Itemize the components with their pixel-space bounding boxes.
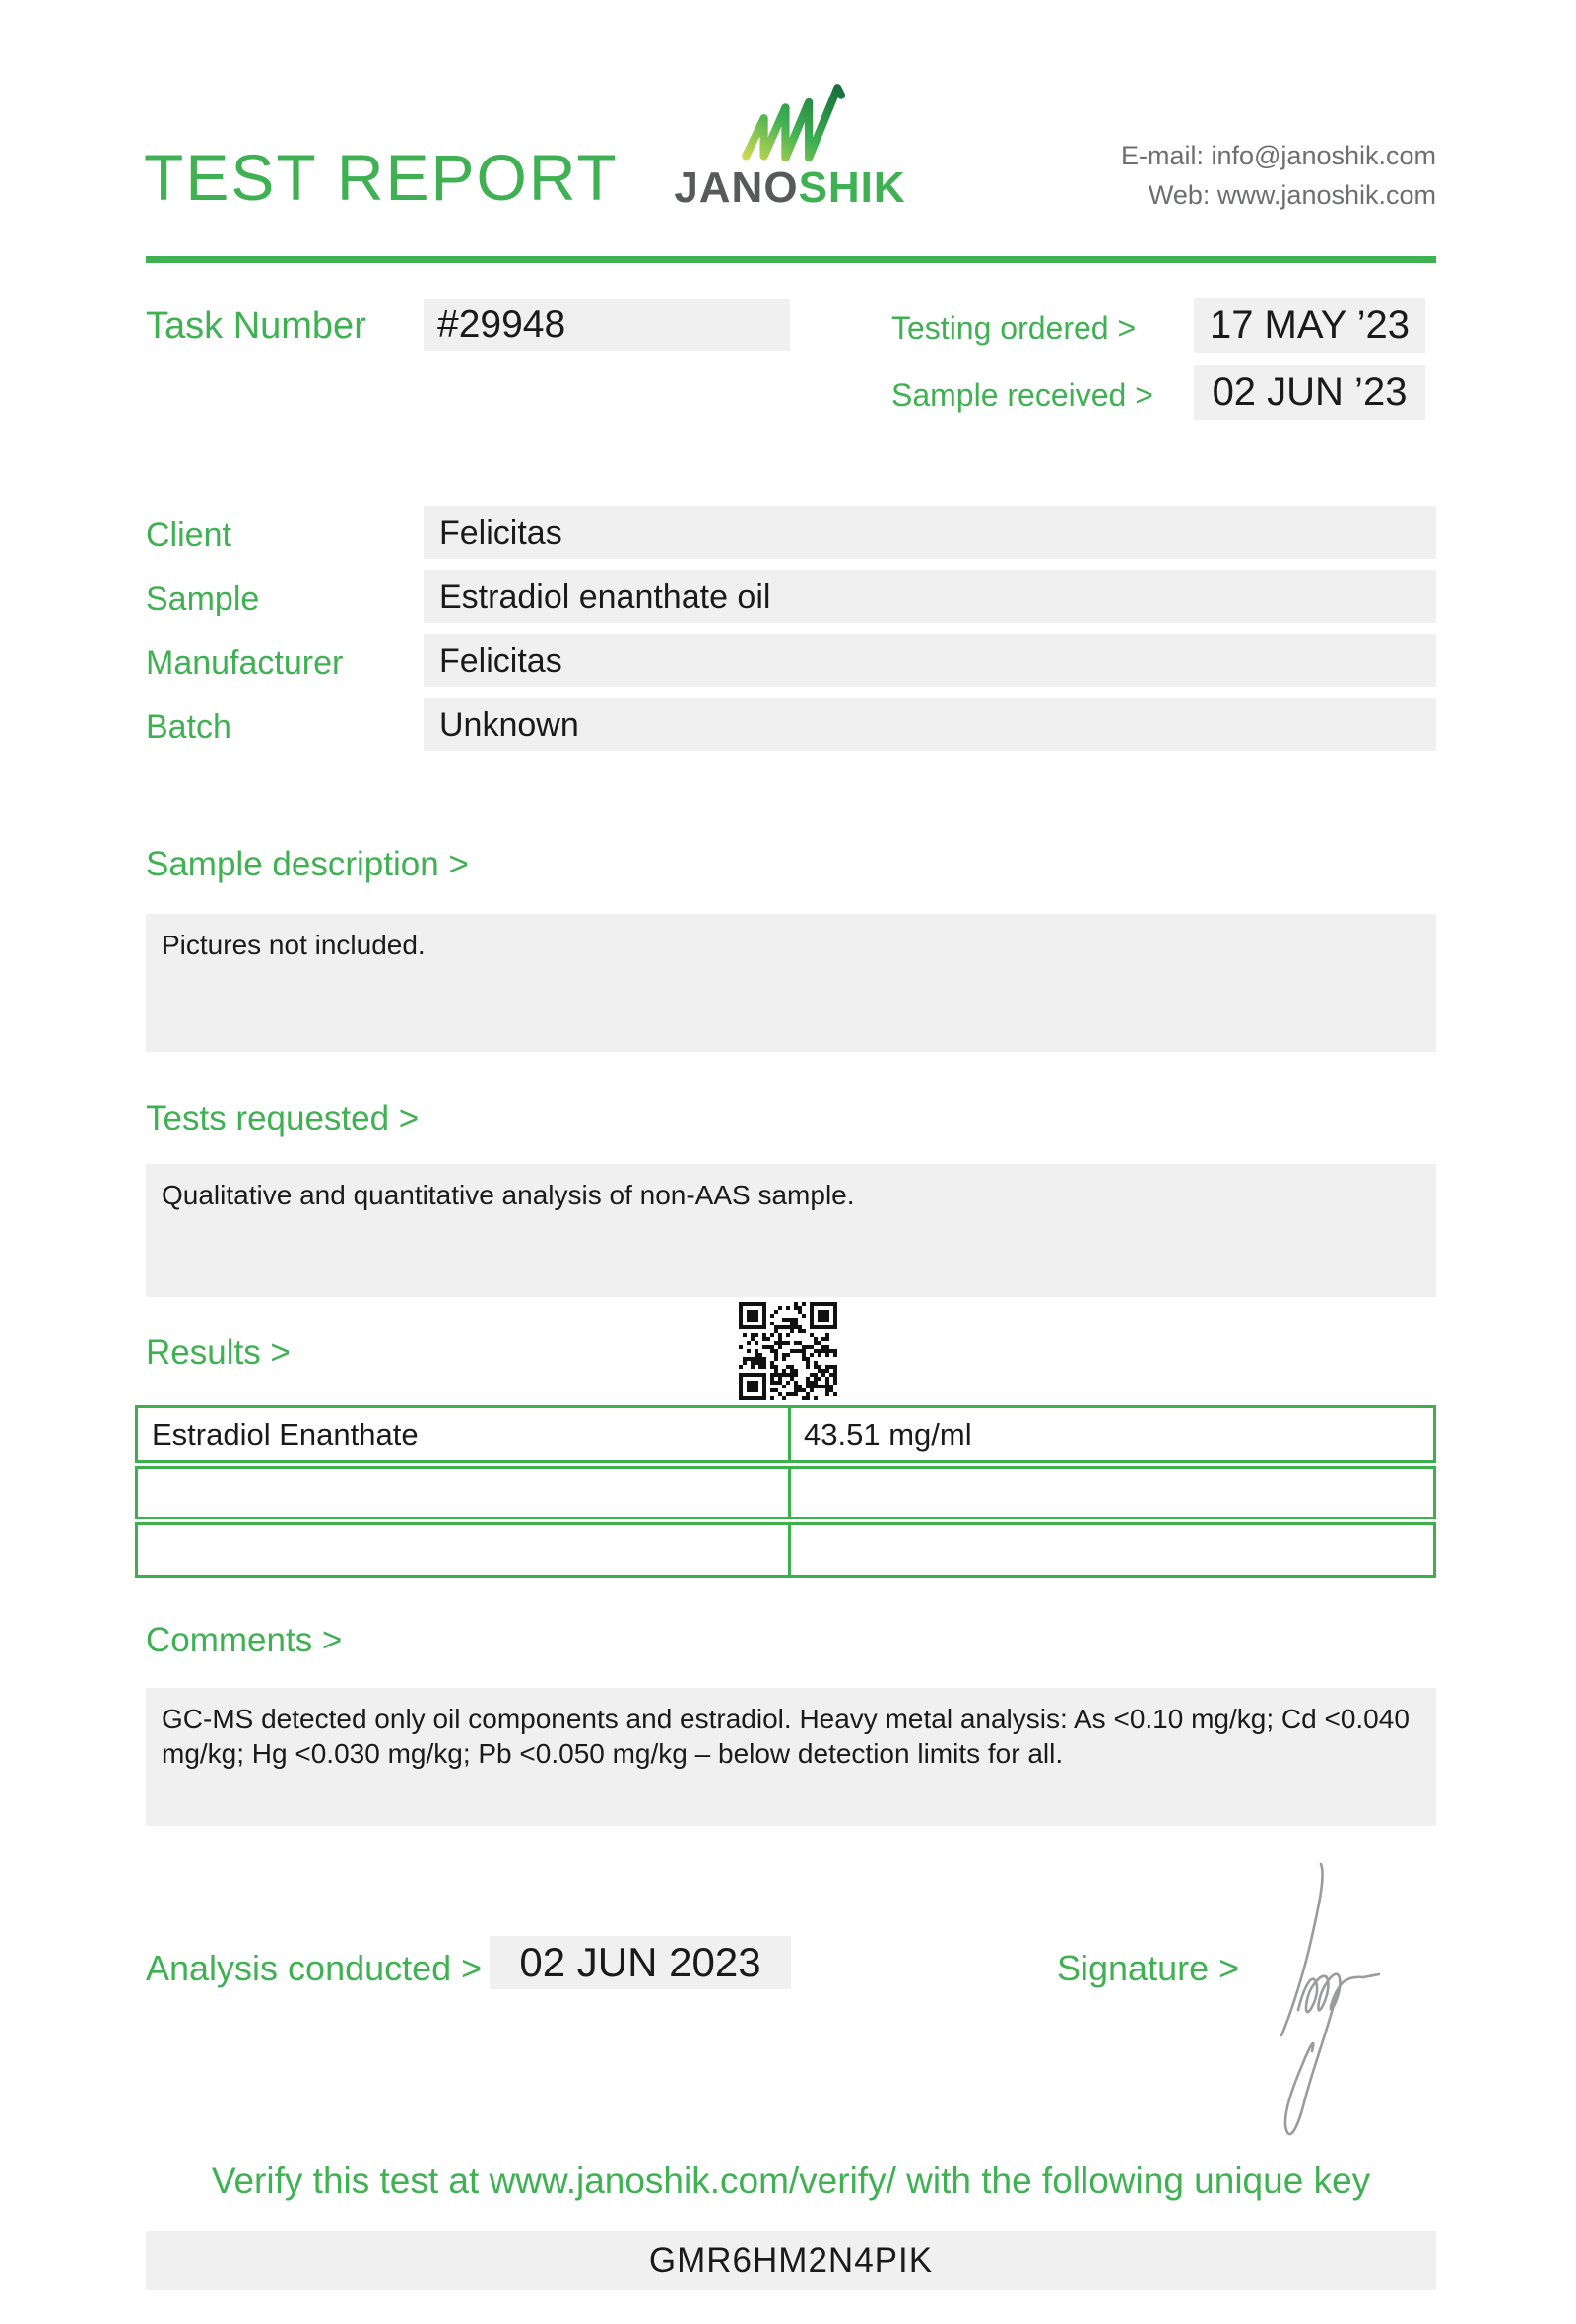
sample-received-date: 02 JUN ’23 (1212, 370, 1408, 414)
task-number-value-box (424, 299, 790, 351)
tests-requested-heading: Tests requested > (146, 1099, 420, 1137)
contact-email-line (1121, 136, 1436, 175)
email-value: info@janoshik.com (1211, 141, 1436, 170)
sample-description-box (146, 914, 1436, 1052)
page-title: TEST REPORT (144, 141, 619, 214)
comments-box (146, 1688, 1436, 1826)
sample-label: Sample (146, 580, 260, 617)
testing-ordered-label: Testing ordered > (891, 310, 1137, 346)
logo-text-primary: JANO (674, 163, 799, 212)
task-number-value: #29948 (437, 303, 566, 346)
task-number-label: Task Number (146, 305, 366, 347)
sample-value: Estradiol enanthate oil (439, 578, 771, 615)
batch-value: Unknown (439, 706, 579, 743)
manufacturer-value: Felicitas (439, 642, 562, 679)
web-label: Web: (1148, 180, 1211, 210)
signature-scrawl (1261, 1817, 1458, 2142)
sample-description-text: Pictures not included. (162, 930, 426, 960)
web-value: www.janoshik.com (1216, 180, 1436, 210)
unique-key-box (146, 2231, 1436, 2290)
results-table-row-1 (135, 1405, 1436, 1463)
header-divider (146, 256, 1436, 263)
results-table-column-divider (788, 1522, 791, 1578)
testing-ordered-date: 17 MAY ’23 (1209, 303, 1411, 347)
qr-code (739, 1302, 837, 1400)
analysis-conducted-date: 02 JUN 2023 (519, 1939, 761, 1985)
comments-text: GC-MS detected only oil components and estradiol. Heavy metal analysis: As <0.10 mg/kg; Cd <0.040 mg/kg; Hg <0.030 mg/kg; Pb <0.050 mg/kg – below detection limits for all. (162, 1704, 1410, 1769)
contact-block (1121, 136, 1436, 215)
tests-requested-text: Qualitative and quantitative analysis of non-AAS sample. (162, 1180, 855, 1210)
sample-received-label: Sample received > (891, 377, 1153, 413)
results-table-row-2 (135, 1466, 1436, 1519)
verify-instruction: Verify this test at www.janoshik.com/verify/ with the following unique key (211, 2161, 1371, 2201)
signature-label: Signature > (1057, 1948, 1240, 1988)
sample-received-value-box (1194, 365, 1425, 420)
analysis-conducted-label: Analysis conducted > (146, 1948, 483, 1988)
logo-text-secondary: SHIK (798, 163, 906, 212)
client-label: Client (146, 516, 231, 553)
unique-key-value: GMR6HM2N4PIK (648, 2241, 934, 2280)
batch-value-box (424, 698, 1436, 751)
result-value: 43.51 mg/ml (804, 1416, 972, 1452)
email-label: E-mail: (1120, 141, 1204, 170)
results-heading: Results > (146, 1333, 291, 1372)
client-value: Felicitas (439, 514, 562, 551)
results-table-column-divider (788, 1405, 791, 1463)
client-value-box (424, 506, 1436, 559)
results-table-row-3 (135, 1522, 1436, 1578)
comments-heading: Comments > (146, 1621, 343, 1659)
testing-ordered-value-box (1194, 298, 1425, 353)
sample-description-heading: Sample description > (146, 845, 469, 883)
logo-chart-icon (737, 81, 863, 161)
logo-wordmark (662, 163, 918, 213)
batch-label: Batch (146, 708, 231, 745)
result-analyte: Estradiol Enanthate (152, 1416, 419, 1452)
manufacturer-value-box (424, 634, 1436, 687)
sample-value-box (424, 570, 1436, 623)
manufacturer-label: Manufacturer (146, 644, 344, 681)
analysis-conducted-value-box (490, 1936, 791, 1989)
results-table-column-divider (788, 1466, 791, 1519)
contact-web-line (1121, 175, 1436, 215)
tests-requested-box (146, 1164, 1436, 1297)
